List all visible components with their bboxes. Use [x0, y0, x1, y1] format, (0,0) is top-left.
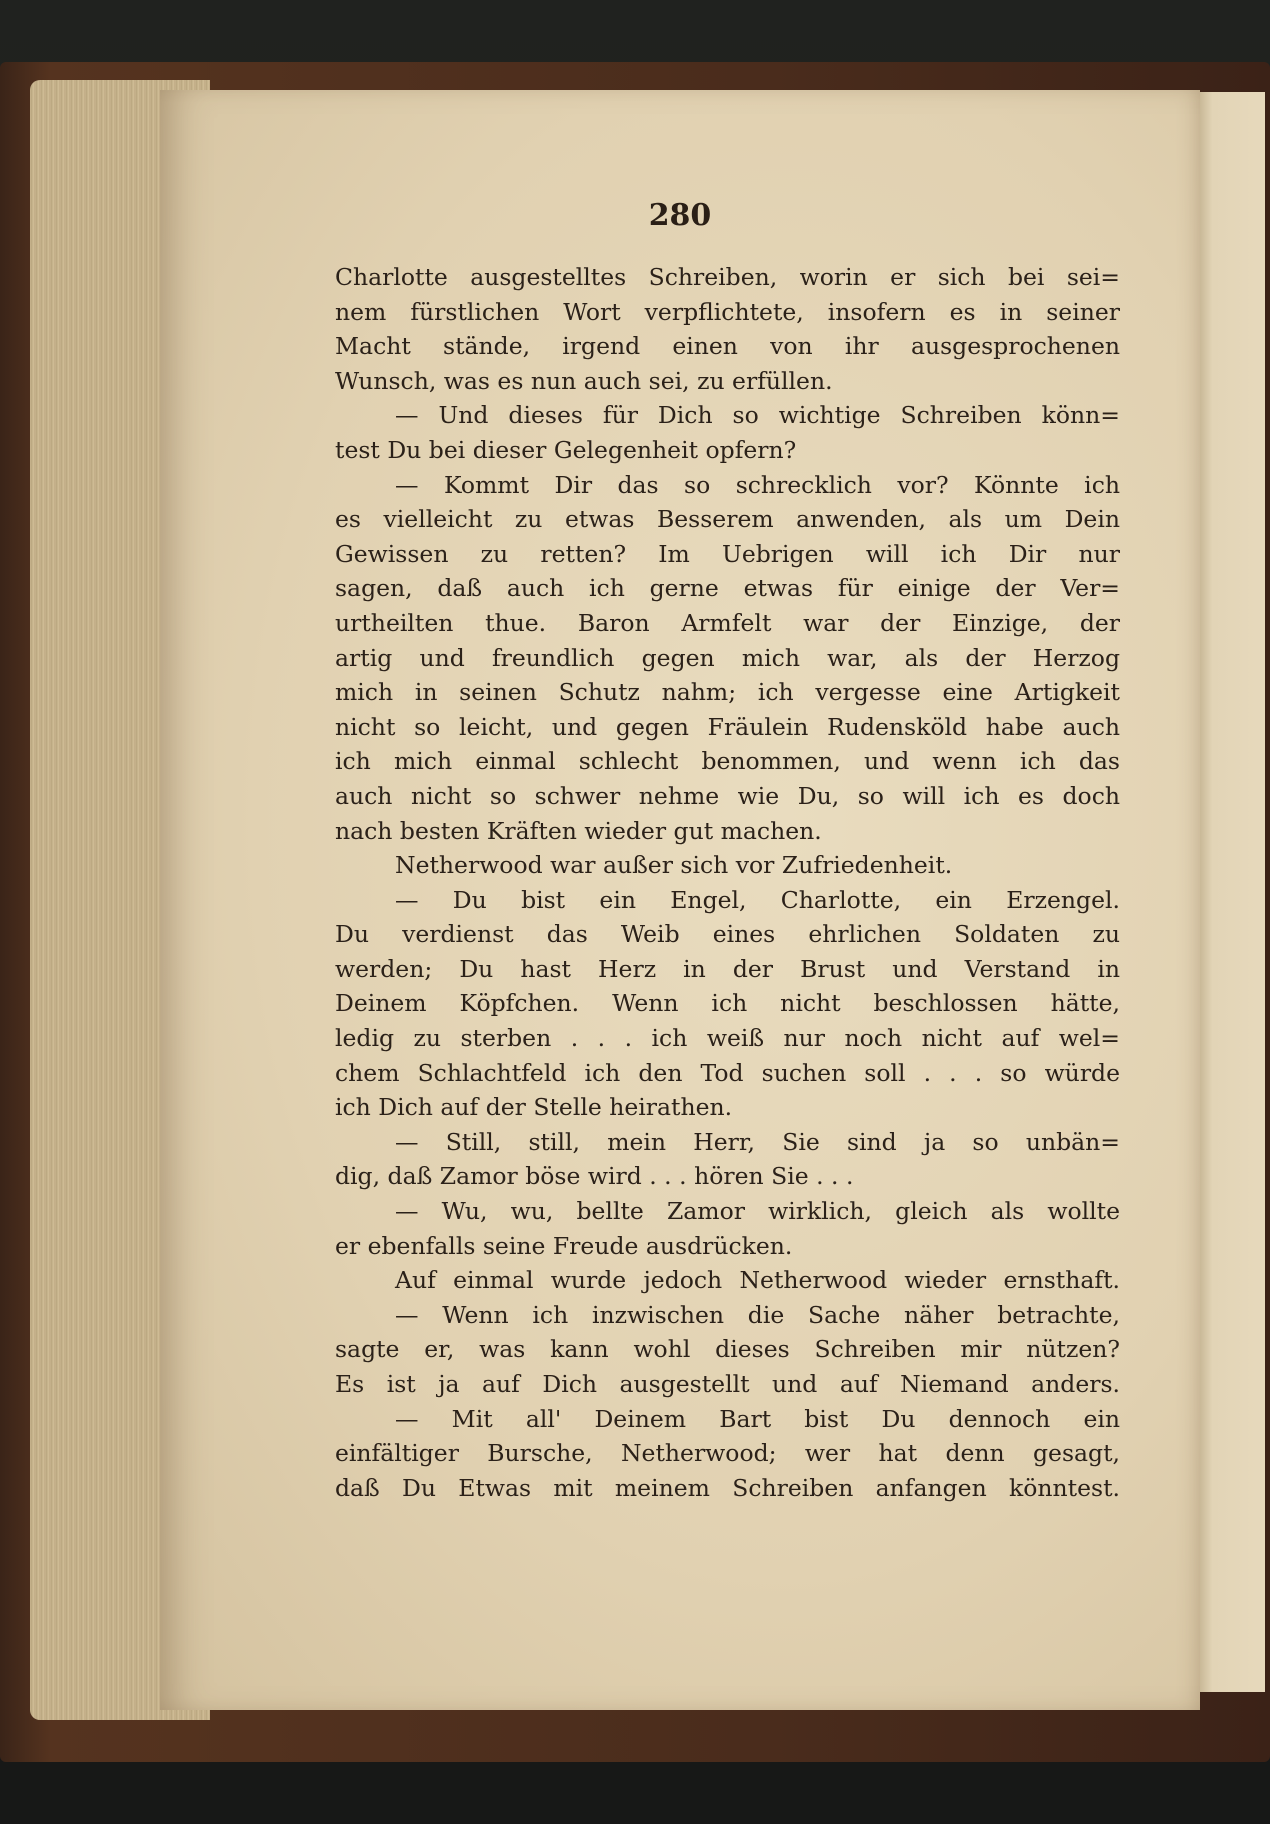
facing-page-edge: [1195, 92, 1265, 1692]
text-line: ich mich einmal schlecht benommen, und wenn ich das: [335, 747, 1120, 776]
text-line: er ebenfalls seine Freude ausdrücken.: [335, 1231, 793, 1260]
text-line: mich in seinen Schutz nahm; ich vergesse eine Artigkeit: [335, 678, 1120, 707]
text-line: Macht stände, irgend einen von ihr ausgesprochenen: [335, 332, 1120, 361]
text-line: Charlotte ausgestelltes Schreiben, worin er sich bei sei=: [335, 263, 1120, 291]
text-line: dig, daß Zamor böse wird . . . hören Sie . . .: [335, 1162, 854, 1191]
text-line: sagen, daß auch ich gerne etwas für einige der Ver=: [335, 574, 1120, 603]
book-page: [160, 90, 1200, 1710]
page-number: 280: [648, 198, 712, 233]
text-line: artig und freundlich gegen mich war, als der Herzog: [335, 643, 1120, 672]
text-line: nach besten Kräften wieder gut machen.: [335, 816, 822, 845]
text-line: — Wu, wu, bellte Zamor wirklich, gleich als wollte: [395, 1197, 1120, 1226]
text-line: Gewissen zu retten? Im Uebrigen will ich Dir nur: [335, 539, 1120, 568]
text-line: sagte er, was kann wohl dieses Schreiben mir nützen?: [335, 1335, 1120, 1364]
text-line: Es ist ja auf Dich ausgestellt und auf Niemand anders.: [335, 1370, 1120, 1398]
text-line: nicht so leicht, und gegen Fräulein Rudensköld habe auch: [335, 712, 1120, 741]
text-line: auch nicht so schwer nehme wie Du, so will ich es doch: [335, 781, 1120, 810]
text-line: chem Schlachtfeld ich den Tod suchen soll . . . so würde: [335, 1058, 1120, 1087]
text-line: test Du bei dieser Gelegenheit opfern?: [335, 435, 797, 464]
text-line: urtheilten thue. Baron Armfelt war der Einzige, der: [335, 608, 1120, 637]
text-line: daß Du Etwas mit meinem Schreiben anfangen könntest.: [335, 1473, 1120, 1502]
text-line: — Du bist ein Engel, Charlotte, ein Erzengel.: [395, 885, 1120, 914]
text-line: ich Dich auf der Stelle heirathen.: [335, 1093, 733, 1122]
text-line: Auf einmal wurde jedoch Netherwood wieder ernsthaft.: [395, 1266, 1120, 1295]
text-line: — Wenn ich inzwischen die Sache näher betrachte,: [395, 1300, 1120, 1329]
text-line: — Kommt Dir das so schrecklich vor? Könnte ich: [395, 470, 1120, 499]
text-line: nem fürstlichen Wort verpflichtete, insofern es in seiner: [335, 297, 1120, 326]
text-line: werden; Du hast Herz in der Brust und Verstand in: [335, 954, 1120, 983]
text-line: — Und dieses für Dich so wichtige Schreiben könn=: [395, 401, 1120, 430]
text-line: — Mit all' Deinem Bart bist Du dennoch ein: [395, 1404, 1120, 1433]
page-text: [335, 260, 1120, 1505]
text-line: einfältiger Bursche, Netherwood; wer hat denn gesagt,: [335, 1439, 1120, 1468]
text-line: ledig zu sterben . . . ich weiß nur noch nicht auf wel=: [335, 1024, 1120, 1053]
text-line: Netherwood war außer sich vor Zufriedenheit.: [395, 851, 953, 880]
text-line: Wunsch, was es nun auch sei, zu erfüllen.: [335, 366, 833, 395]
text-line: — Still, still, mein Herr, Sie sind ja so unbän=: [395, 1127, 1120, 1156]
text-line: Deinem Köpfchen. Wenn ich nicht beschlossen hätte,: [335, 989, 1120, 1018]
text-line: Du verdienst das Weib eines ehrlichen Soldaten zu: [335, 920, 1120, 949]
text-line: es vielleicht zu etwas Besserem anwenden, als um Dein: [335, 505, 1120, 534]
